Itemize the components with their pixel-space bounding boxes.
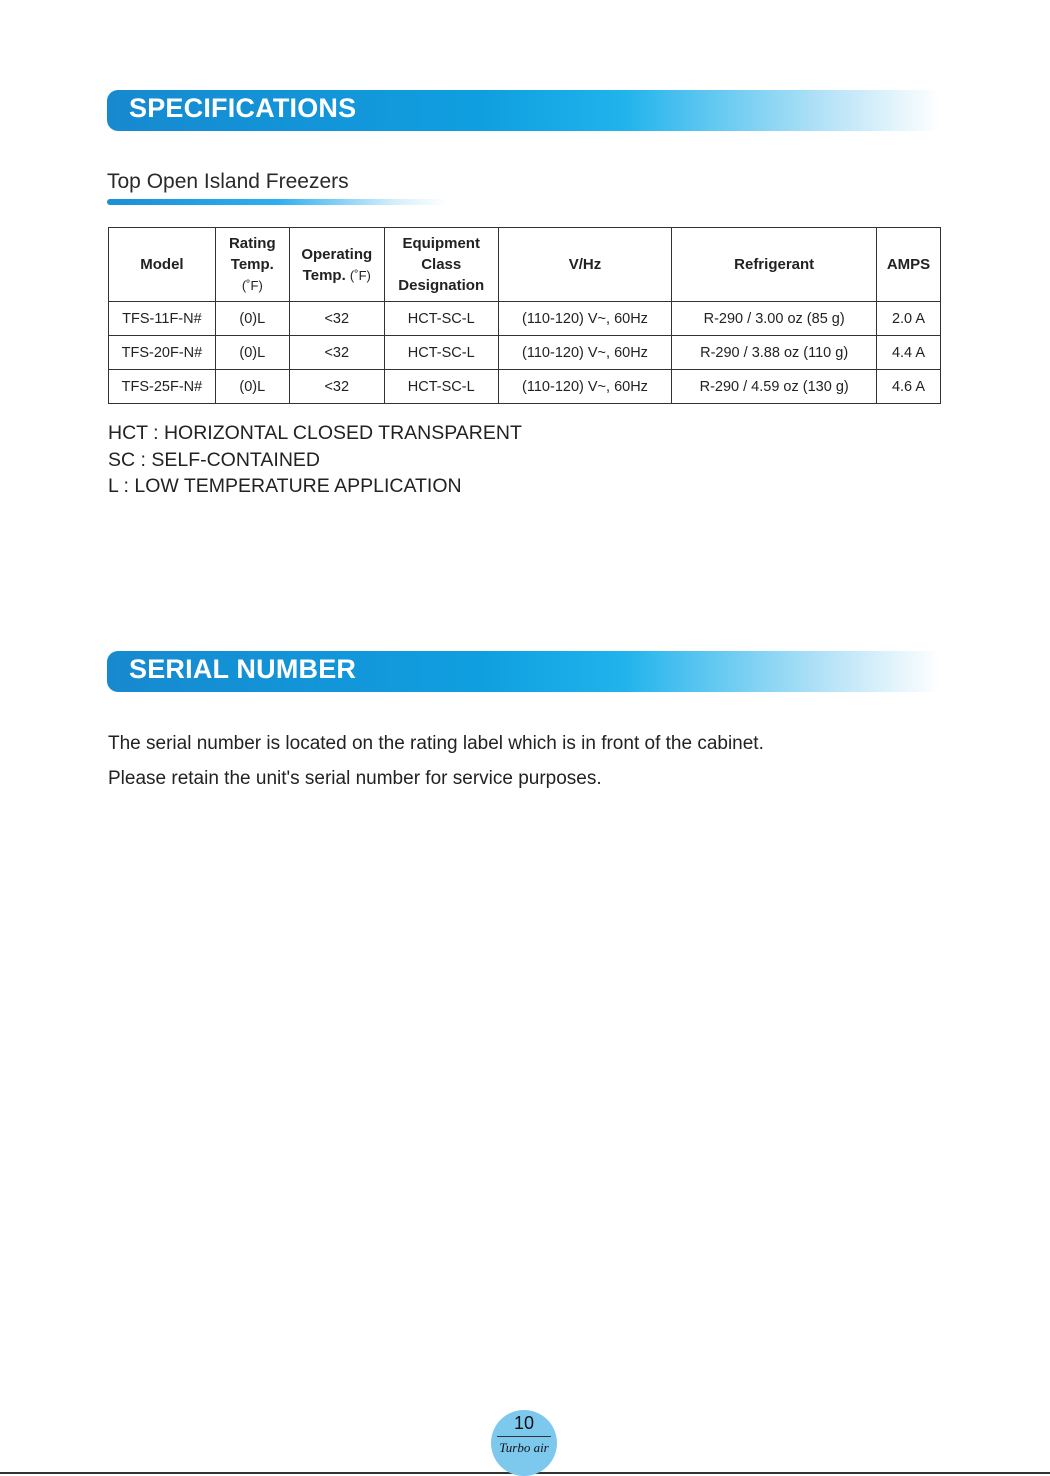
table-header-row xyxy=(109,228,941,302)
header-vhz: V/Hz xyxy=(498,228,672,302)
cell-rating-temp: (0)L xyxy=(215,370,289,404)
cell-vhz: (110-120) V~, 60Hz xyxy=(498,336,672,370)
page-number-badge xyxy=(491,1410,557,1476)
serial-number-heading: SERIAL NUMBER xyxy=(129,654,357,684)
serial-number-heading-bar xyxy=(107,651,940,692)
cell-vhz: (110-120) V~, 60Hz xyxy=(498,370,672,404)
abbreviation-notes xyxy=(108,420,522,500)
table-row xyxy=(109,302,941,336)
note-hct: HCT : HORIZONTAL CLOSED TRANSPARENT xyxy=(108,422,522,444)
header-rating-temp: Rating Temp. (˚F) xyxy=(215,228,289,302)
table-row xyxy=(109,336,941,370)
specifications-table xyxy=(108,227,941,404)
header-operating-temp: Operating Temp. (˚F) xyxy=(289,228,384,302)
serial-location-text: The serial number is located on the rating label which is in front of the cabinet. xyxy=(108,733,764,754)
cell-model: TFS-20F-N# xyxy=(109,336,216,370)
brand-logo: Turbo air xyxy=(499,1440,549,1455)
header-amps: AMPS xyxy=(877,228,941,302)
cell-model: TFS-25F-N# xyxy=(109,370,216,404)
cell-operating-temp: <32 xyxy=(289,302,384,336)
cell-refrigerant: R-290 / 3.88 oz (110 g) xyxy=(672,336,877,370)
cell-amps: 2.0 A xyxy=(877,302,941,336)
specifications-heading-bar xyxy=(107,90,940,131)
table-row xyxy=(109,370,941,404)
cell-amps: 4.6 A xyxy=(877,370,941,404)
cell-equipment-class: HCT-SC-L xyxy=(384,336,498,370)
cell-vhz: (110-120) V~, 60Hz xyxy=(498,302,672,336)
cell-rating-temp: (0)L xyxy=(215,302,289,336)
table-subtitle: Top Open Island Freezers xyxy=(107,170,349,193)
serial-retain-text: Please retain the unit's serial number for service purposes. xyxy=(108,768,602,789)
cell-refrigerant: R-290 / 3.00 oz (85 g) xyxy=(672,302,877,336)
header-model: Model xyxy=(109,228,216,302)
header-equipment-class: Equipment Class Designation xyxy=(384,228,498,302)
cell-refrigerant: R-290 / 4.59 oz (130 g) xyxy=(672,370,877,404)
cell-rating-temp: (0)L xyxy=(215,336,289,370)
cell-model: TFS-11F-N# xyxy=(109,302,216,336)
badge-divider xyxy=(497,1436,551,1437)
note-l: L : LOW TEMPERATURE APPLICATION xyxy=(108,475,462,497)
note-sc: SC : SELF-CONTAINED xyxy=(108,448,320,471)
page-number: 10 xyxy=(513,1413,535,1433)
cell-equipment-class: HCT-SC-L xyxy=(384,302,498,336)
cell-operating-temp: <32 xyxy=(289,370,384,404)
header-refrigerant: Refrigerant xyxy=(672,228,877,302)
cell-operating-temp: <32 xyxy=(289,336,384,370)
cell-amps: 4.4 A xyxy=(877,336,941,370)
cell-equipment-class: HCT-SC-L xyxy=(384,370,498,404)
subtitle-underline xyxy=(107,199,447,205)
specifications-heading: SPECIFICATIONS xyxy=(129,93,357,123)
